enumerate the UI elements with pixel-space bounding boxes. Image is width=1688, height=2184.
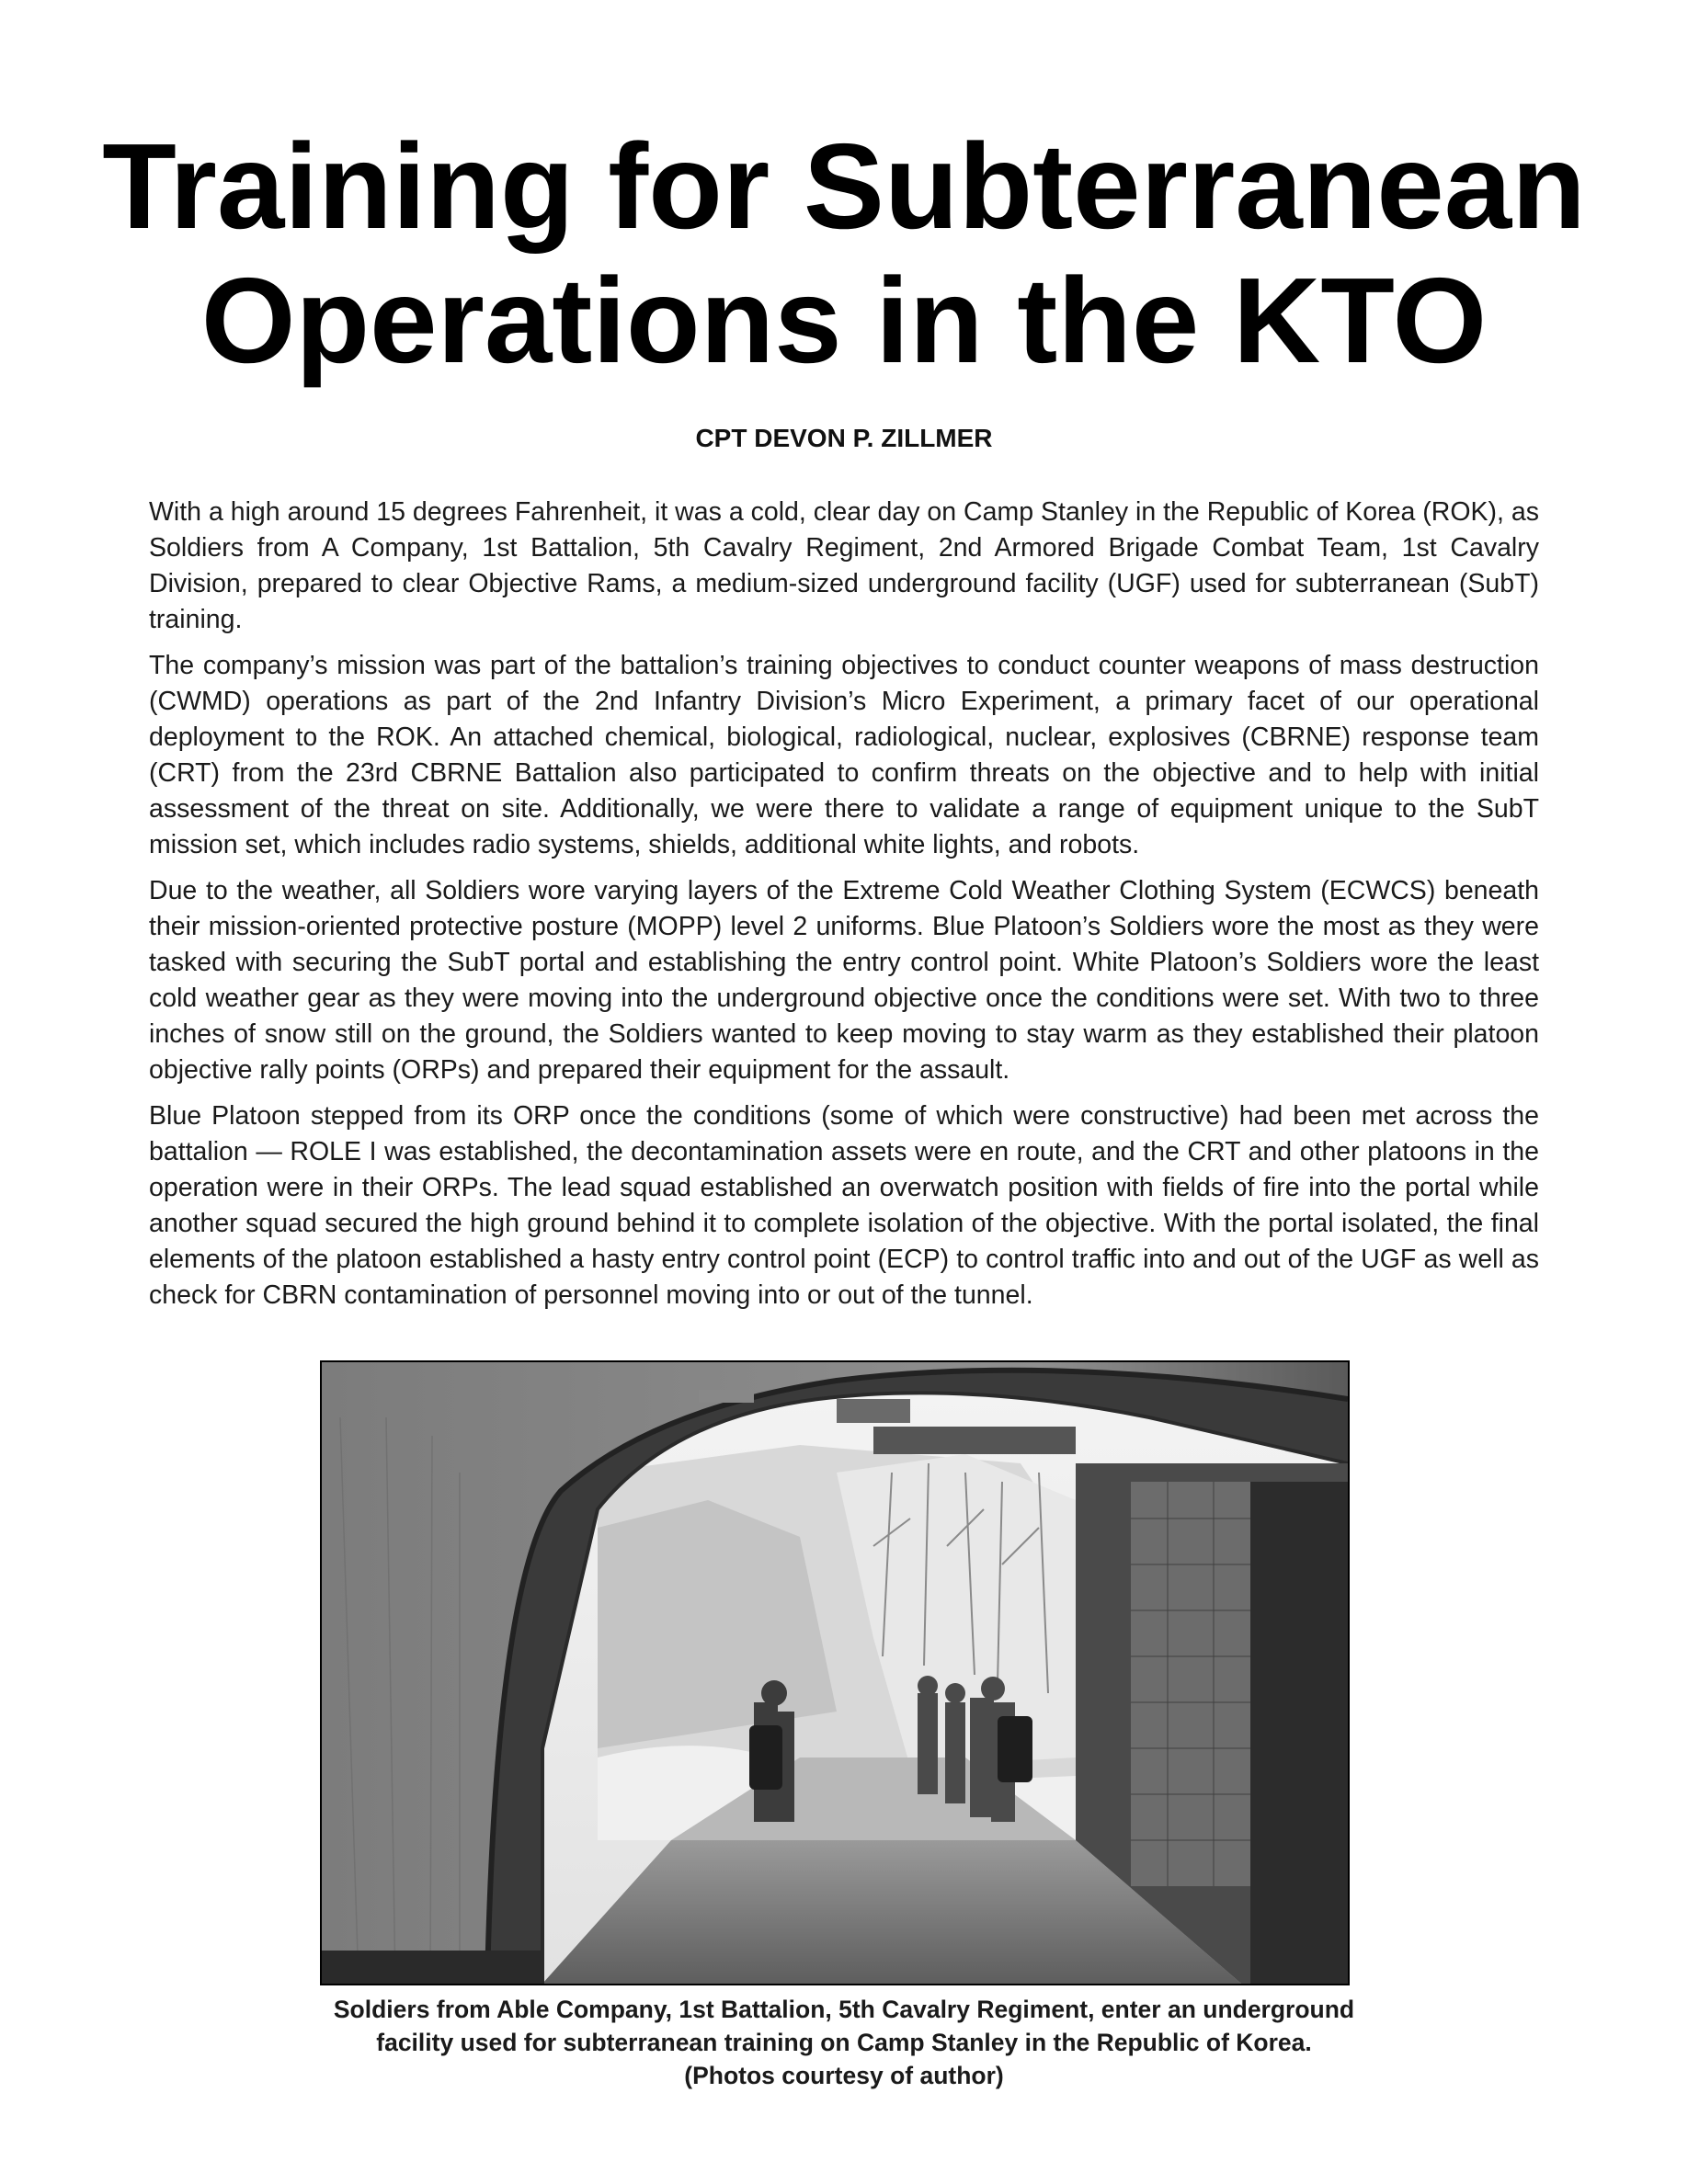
article-title [0, 119, 1688, 388]
paragraph-1: With a high around 15 degrees Fahrenheit, it was a cold, clear day on Camp Stanley in the Republic of Korea (ROK), as Soldiers from A Company, 1st Battalion, 5th Cavalry Regiment, 2nd Armored Brigade Combat Team, 1st Cavalry Division, prepared to clear Objective Rams, a medium-sized underground facility (UGF) used for subterranean (SubT) training. [149, 497, 1539, 634]
caption-line-2: facility used for subterranean training on Camp Stanley in the Republic of Korea. [376, 2029, 1312, 2056]
paragraph-2: The company’s mission was part of the battalion’s training objectives to conduct counter weapons of mass destruction (CWMD) operations as part of the 2nd Infantry Division’s Micro Experiment, a primary facet of our operational deployment to the ROK. An attached chemical, biological, radiological, nuclear, explosives (CBRNE) response team (CRT) from the 23rd CBRNE Battalion also participated to confirm threats on the objective and to help with initial assessment of the threat on site. Additionally, we were there to validate a range of equipment unique to the SubT mission set, which includes radio systems, shields, additional white lights, and robots. [149, 651, 1539, 859]
caption-line-3: (Photos courtesy of author) [684, 2062, 1004, 2089]
article-body [149, 495, 1539, 1324]
article-title-line-2: Operations in the KTO [200, 253, 1488, 388]
caption-line-1: Soldiers from Able Company, 1st Battalion, 5th Cavalry Regiment, enter an underground [333, 1996, 1355, 2023]
tunnel-photo-illustration [322, 1362, 1348, 1984]
article-title-line-1: Training for Subterranean [102, 119, 1586, 254]
tunnel-photo [320, 1360, 1350, 1985]
paragraph-3: Due to the weather, all Soldiers wore varying layers of the Extreme Cold Weather Clothing System (ECWCS) beneath their mission-oriented protective posture (MOPP) level 2 uniforms. Blue Platoon’s Soldiers wore the most as they were tasked with securing the SubT portal and establishing the entry control point. White Platoon’s Soldiers wore the least cold weather gear as they were moving into the underground objective once the conditions were set. With two to three inches of snow still on the ground, the Soldiers wanted to keep moving to stay warm as they established their platoon objective rally points (ORPs) and prepared their equipment for the assault. [149, 876, 1539, 1085]
author-byline: CPT DEVON P. ZILLMER [695, 424, 993, 452]
paragraph-4: Blue Platoon stepped from its ORP once the conditions (some of which were constructive) had been met across the battalion — ROLE I was established, the decontamination assets were en route, and the CRT and other platoons in the operation were in their ORPs. The lead squad established an overwatch position with fields of fire into the portal while another squad secured the high ground behind it to complete isolation of the objective. With the portal isolated, the final elements of the platoon established a hasty entry control point (ECP) to control traffic into and out of the UGF as well as check for CBRN contamination of personnel moving into or out of the tunnel. [149, 1101, 1539, 1310]
photo-caption [276, 1993, 1412, 2092]
